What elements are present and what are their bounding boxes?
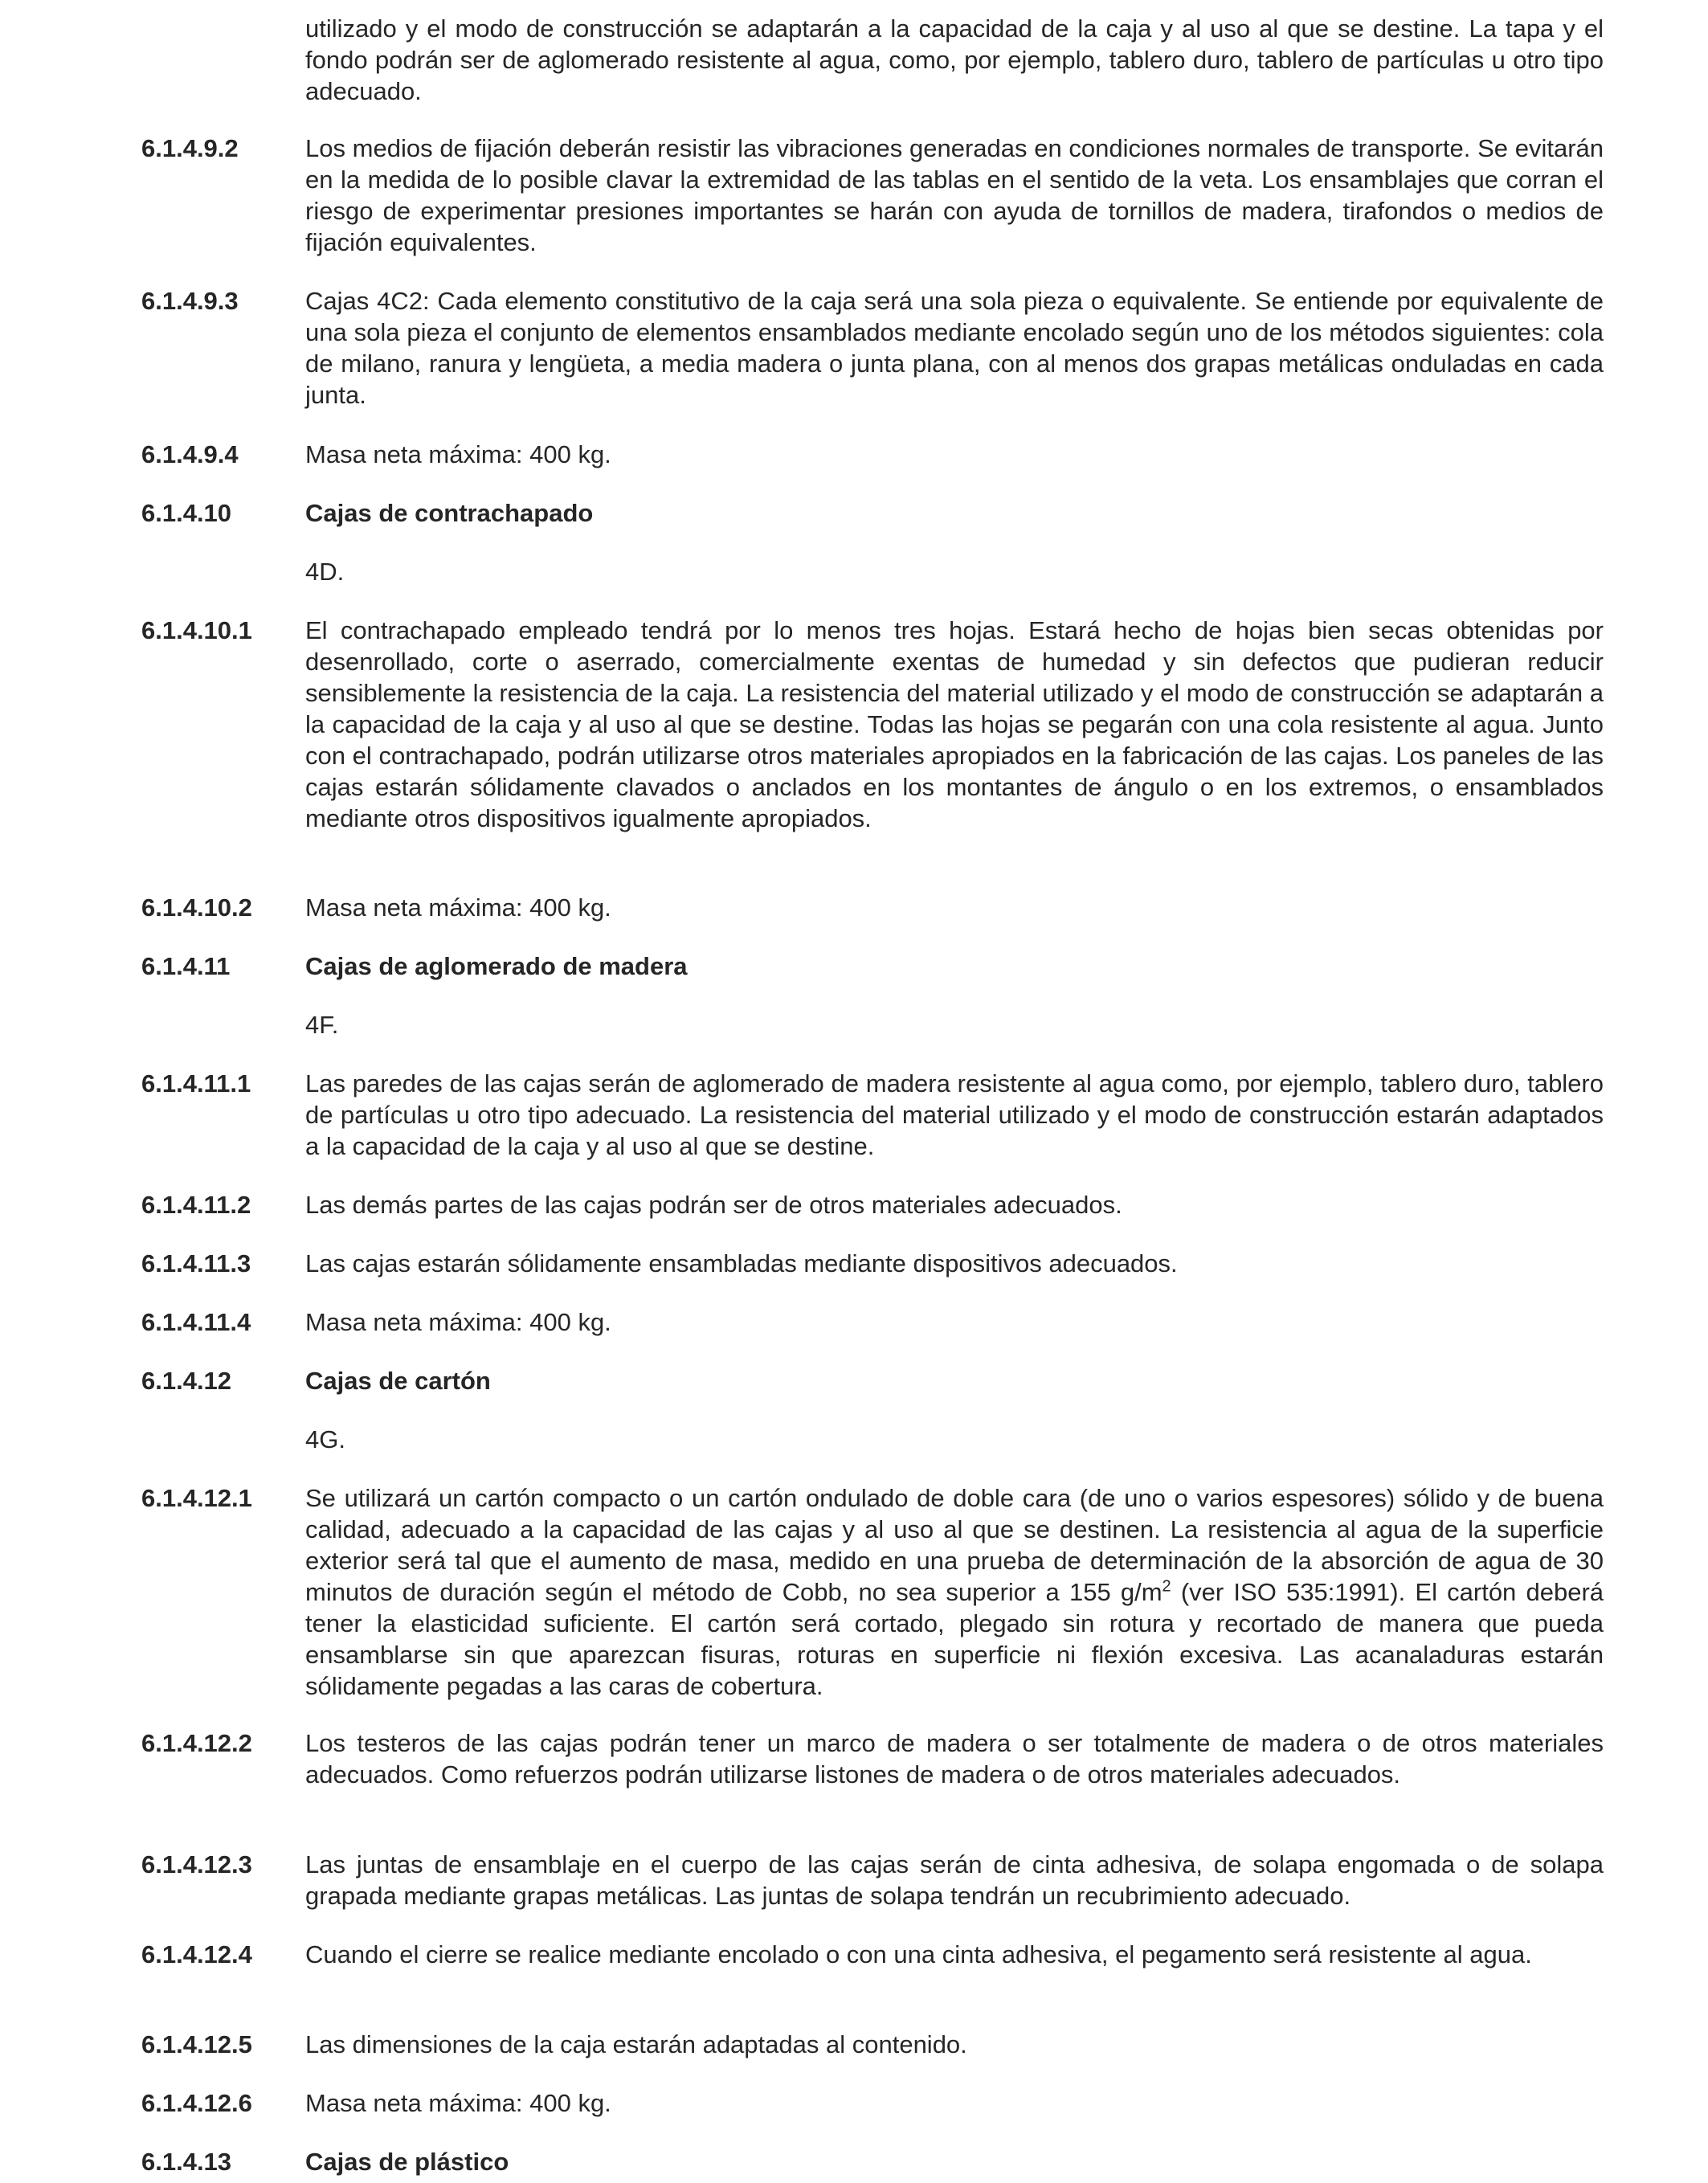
section-6-1-4-11-3 bbox=[141, 1248, 1604, 1279]
section-6-1-4-10 bbox=[141, 497, 1604, 529]
section-number: 6.1.4.12 bbox=[141, 1367, 232, 1395]
section-6-1-4-11-1 bbox=[141, 1068, 1604, 1162]
continuation-paragraph bbox=[141, 13, 1604, 107]
section-number: 6.1.4.11 bbox=[141, 952, 231, 980]
section-6-1-4-12 bbox=[141, 1365, 1604, 1396]
section-6-1-4-11-4 bbox=[141, 1306, 1604, 1338]
section-6-1-4-11 bbox=[141, 950, 1604, 982]
section-6-1-4-10-1 bbox=[141, 615, 1604, 834]
section-number: 6.1.4.12.6 bbox=[141, 2089, 252, 2117]
paragraph-text-part-a: Se utilizará un cartón compacto o un cartón ondulado de doble cara (de uno o varios espesores) sólido y de buena calidad, adecuado a la capacidad de las cajas y al uso al que se destinen. La resistencia al agua de la superficie exterior será tal que el aumento de masa, medido en una prueba de determinación de la absorción de agua de 30 minutos de duración según el método de Cobb, no sea superior a 155 g/m bbox=[305, 1484, 1604, 1606]
section-number: 6.1.4.12.2 bbox=[141, 1729, 252, 1757]
section-6-1-4-10-2 bbox=[141, 892, 1604, 923]
package-code: 4F. bbox=[305, 1011, 339, 1039]
paragraph-text: Las demás partes de las cajas podrán ser de otros materiales adecuados. bbox=[305, 1191, 1122, 1219]
section-6-1-4-12-3 bbox=[141, 1849, 1604, 1911]
section-6-1-4-11-2 bbox=[141, 1189, 1604, 1220]
paragraph-text: Los testeros de las cajas podrán tener un marco de madera o ser totalmente de madera o de otros materiales adecuados. Como refuerzos podrán utilizarse listones de madera o de otros materiales adecuados. bbox=[305, 1729, 1604, 1789]
section-heading: Cajas de plástico bbox=[305, 2148, 509, 2176]
package-code-4f bbox=[141, 1009, 1604, 1040]
section-number: 6.1.4.12.1 bbox=[141, 1484, 252, 1512]
section-6-1-4-9-2 bbox=[141, 133, 1604, 258]
section-6-1-4-12-6 bbox=[141, 2087, 1604, 2119]
paragraph-text: Las juntas de ensamblaje en el cuerpo de las cajas serán de cinta adhesiva, de solapa engomada o de solapa grapada mediante grapas metálicas. Las juntas de solapa tendrán un recubrimiento adecuado. bbox=[305, 1850, 1604, 1910]
section-number: 6.1.4.10.2 bbox=[141, 893, 252, 922]
section-number: 6.1.4.12.3 bbox=[141, 1850, 252, 1878]
section-number: 6.1.4.11.2 bbox=[141, 1191, 251, 1219]
section-number: 6.1.4.12.5 bbox=[141, 2030, 252, 2058]
paragraph-text: Cajas 4C2: Cada elemento constitutivo de la caja será una sola pieza o equivalente. Se entiende por equivalente de una sola pieza el conjunto de elementos ensamblados mediante encolado según uno de los métodos siguientes: cola de milano, ranura y lengüeta, a media madera o junta plana, con al menos dos grapas metálicas onduladas en cada junta. bbox=[305, 287, 1604, 409]
package-code-4g bbox=[141, 1424, 1604, 1455]
package-code-4d bbox=[141, 556, 1604, 587]
section-number: 6.1.4.12.4 bbox=[141, 1940, 252, 1968]
paragraph-text: utilizado y el modo de construcción se adaptarán a la capacidad de la caja y al uso al que se destine. La tapa y el fondo podrán ser de aglomerado resistente al agua, como, por ejemplo, tablero duro, tablero de partículas u otro tipo adecuado. bbox=[305, 14, 1604, 105]
package-code: 4D. bbox=[305, 558, 345, 586]
paragraph-text: Masa neta máxima: 400 kg. bbox=[305, 440, 611, 468]
paragraph-text: Masa neta máxima: 400 kg. bbox=[305, 1308, 611, 1336]
section-6-1-4-13 bbox=[141, 2146, 1604, 2177]
section-number: 6.1.4.9.3 bbox=[141, 287, 239, 315]
section-heading: Cajas de aglomerado de madera bbox=[305, 952, 688, 980]
section-6-1-4-12-4 bbox=[141, 1939, 1604, 1970]
paragraph-text: Masa neta máxima: 400 kg. bbox=[305, 893, 611, 922]
section-6-1-4-12-5 bbox=[141, 2029, 1604, 2060]
paragraph-text: Masa neta máxima: 400 kg. bbox=[305, 2089, 611, 2117]
section-6-1-4-12-2 bbox=[141, 1727, 1604, 1790]
section-heading: Cajas de contrachapado bbox=[305, 499, 594, 527]
paragraph-text: Las dimensiones de la caja estarán adaptadas al contenido. bbox=[305, 2030, 967, 2058]
section-number: 6.1.4.10 bbox=[141, 499, 232, 527]
section-6-1-4-9-4 bbox=[141, 439, 1604, 470]
section-number: 6.1.4.11.3 bbox=[141, 1249, 251, 1278]
paragraph-text-part-b: (ver ISO 535:1991). El cartón deberá tener la elasticidad suficiente. El cartón será cortado, plegado sin rotura y recortado de manera que pueda ensamblarse sin que aparezcan fisuras, roturas en superficie ni flexión excesiva. Las acanaladuras estarán sólidamente pegadas a las caras de cobertura. bbox=[305, 1578, 1604, 1700]
section-heading: Cajas de cartón bbox=[305, 1367, 491, 1395]
paragraph-text: Cuando el cierre se realice mediante encolado o con una cinta adhesiva, el pegamento será resistente al agua. bbox=[305, 1940, 1532, 1968]
paragraph-text bbox=[305, 1482, 1604, 1702]
section-6-1-4-9-3 bbox=[141, 285, 1604, 411]
superscript-exponent: 2 bbox=[1162, 1577, 1171, 1596]
package-code: 4G. bbox=[305, 1425, 345, 1453]
paragraph-text: El contrachapado empleado tendrá por lo menos tres hojas. Estará hecho de hojas bien secas obtenidas por desenrollado, corte o aserrado, comercialmente exentas de humedad y sin defectos que pudieran reducir sensiblemente la resistencia de la caja. La resistencia del material utilizado y el modo de construcción se adaptarán a la capacidad de la caja y al uso al que se destine. Todas las hojas se pegarán con una cola resistente al agua. Junto con el contrachapado, podrán utilizarse otros materiales apropiados en la fabricación de las cajas. Los paneles de las cajas estarán sólidamente clavados o anclados en los montantes de ángulo o en los extremos, o ensamblados mediante otros dispositivos igualmente apropiados. bbox=[305, 616, 1604, 832]
section-number: 6.1.4.11.1 bbox=[141, 1069, 251, 1098]
section-number: 6.1.4.9.4 bbox=[141, 440, 239, 468]
section-number: 6.1.4.13 bbox=[141, 2148, 232, 2176]
paragraph-text: Las cajas estarán sólidamente ensambladas mediante dispositivos adecuados. bbox=[305, 1249, 1178, 1278]
section-number: 6.1.4.9.2 bbox=[141, 134, 239, 162]
paragraph-text: Los medios de fijación deberán resistir las vibraciones generadas en condiciones normales de transporte. Se evitarán en la medida de lo posible clavar la extremidad de las tablas en el sentido de la veta. Los ensamblajes que corran el riesgo de experimentar presiones importantes se harán con ayuda de tornillos de madera, tirafondos o medios de fijación equivalentes. bbox=[305, 134, 1604, 256]
section-number: 6.1.4.10.1 bbox=[141, 616, 252, 644]
section-number: 6.1.4.11.4 bbox=[141, 1308, 251, 1336]
section-6-1-4-12-1 bbox=[141, 1482, 1604, 1702]
paragraph-text: Las paredes de las cajas serán de aglomerado de madera resistente al agua como, por ejemplo, tablero duro, tablero de partículas u otro tipo adecuado. La resistencia del material utilizado y el modo de construcción estarán adaptados a la capacidad de la caja y al uso al que se destine. bbox=[305, 1069, 1604, 1160]
